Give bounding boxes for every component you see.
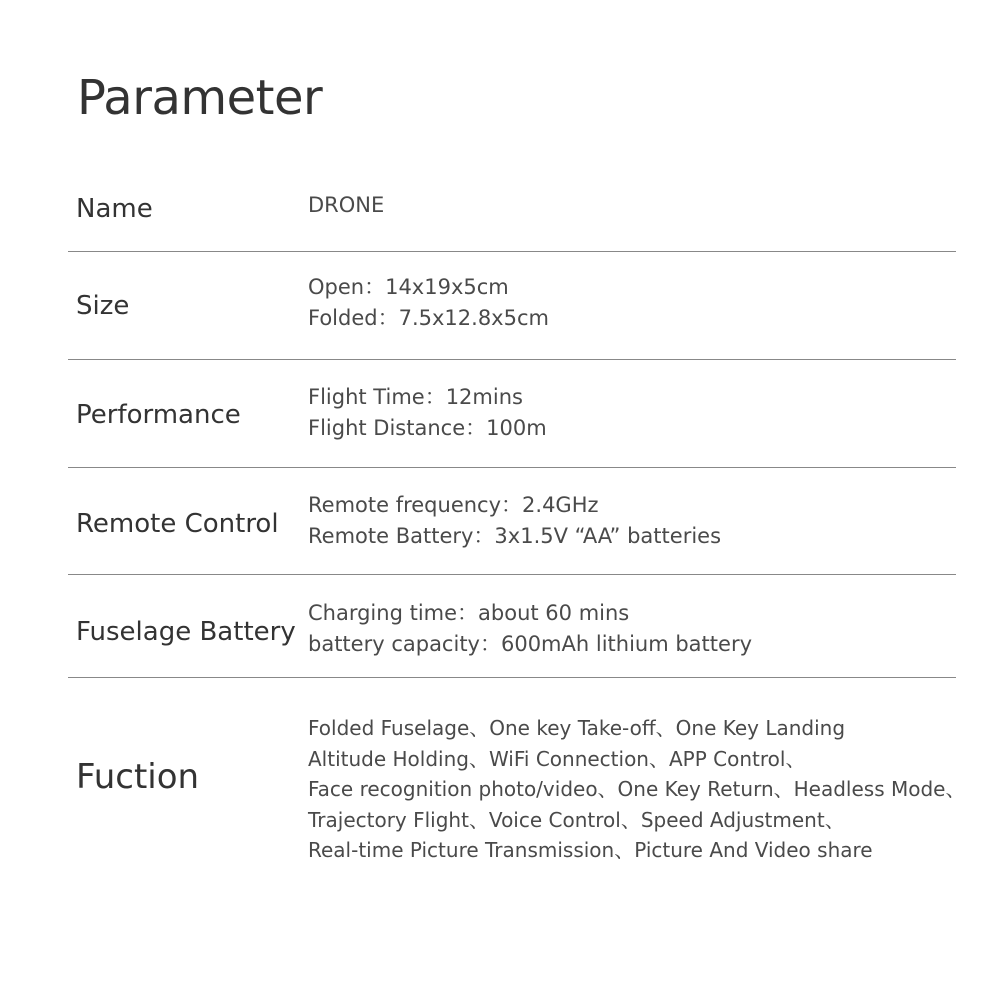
row-values-name (308, 190, 384, 221)
row-values-remote-control (308, 490, 721, 552)
row-divider (68, 467, 956, 468)
row-value-line: DRONE (308, 193, 385, 217)
row-value-line: Flight Time：12mins (308, 385, 523, 409)
row-value-line: Remote frequency：2.4GHz (308, 493, 599, 517)
row-value-line: Real-time Picture Transmission、Picture And Video share (308, 838, 873, 862)
row-value-line: Open：14x19x5cm (308, 275, 509, 299)
row-values-fuction (308, 713, 965, 866)
row-values-size (308, 272, 549, 334)
row-values-fuselage-battery (308, 598, 752, 660)
row-label-remote-control: Remote Control (76, 509, 279, 539)
row-value-line: Face recognition photo/video、One Key Return、Headless Mode、 (308, 777, 966, 801)
row-label-fuction: Fuction (76, 757, 200, 797)
row-value-line: Altitude Holding、WiFi Connection、APP Control、 (308, 746, 806, 771)
row-divider (68, 359, 956, 360)
row-label-name: Name (76, 194, 153, 224)
row-value-line: Folded：7.5x12.8x5cm (308, 306, 549, 330)
row-value-line: Trajectory Flight、Voice Control、Speed Adjustment、 (308, 807, 845, 832)
row-values-performance (308, 382, 547, 444)
row-label-fuselage-battery: Fuselage Battery (76, 617, 296, 647)
row-value-line: Remote Battery：3x1.5V “AA” batteries (308, 524, 722, 548)
row-value-line: Flight Distance：100m (308, 416, 547, 440)
row-value-line: Charging time：about 60 mins (308, 601, 630, 625)
row-value-line: battery capacity：600mAh lithium battery (308, 632, 753, 656)
row-divider (68, 677, 956, 678)
row-value-line: Folded Fuselage、One key Take-off、One Key Landing (308, 716, 846, 740)
row-divider (68, 251, 956, 252)
row-label-performance: Performance (76, 400, 241, 430)
page-title: Parameter (77, 70, 323, 126)
row-divider (68, 574, 956, 575)
row-label-size: Size (76, 291, 130, 321)
